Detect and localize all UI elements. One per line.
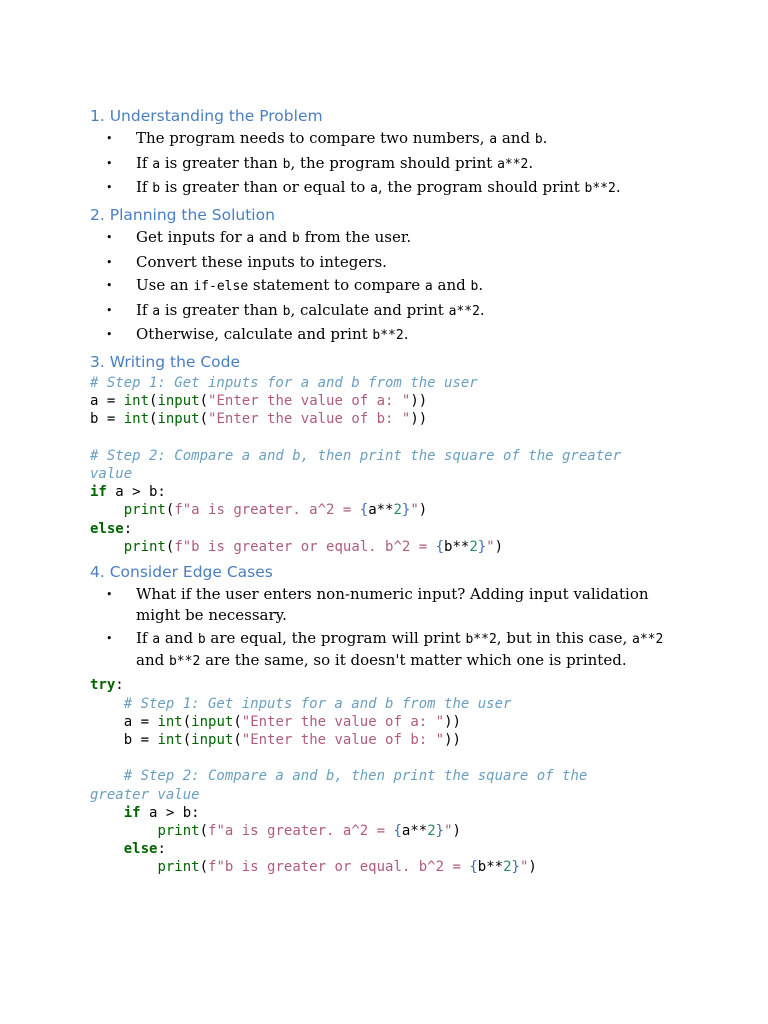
code-token: 2 xyxy=(469,538,478,555)
bullet-text: and xyxy=(160,629,198,648)
code-token: # Step 1: Get inputs for a and b from the user xyxy=(90,375,478,391)
inline-code: b**2 xyxy=(168,654,201,670)
bullet-list xyxy=(90,227,690,346)
code-token: input xyxy=(157,393,200,410)
code-token: ( xyxy=(199,859,209,876)
code-token: f"a is greater. a^2 = xyxy=(208,822,394,839)
code-token: a** xyxy=(368,502,394,519)
code-token: print xyxy=(157,859,200,876)
code-line xyxy=(90,695,690,713)
code-token: ( xyxy=(182,731,192,748)
code-token: # Step 2: Compare a and b, then print the square of the greater xyxy=(90,447,622,464)
code-token: print xyxy=(123,502,166,519)
code-token: " xyxy=(519,859,529,876)
inline-code: a xyxy=(152,156,161,172)
bullet-text: is greater than xyxy=(160,300,283,319)
code-token: int xyxy=(123,411,150,428)
code-line xyxy=(90,749,690,767)
bullet-text: and xyxy=(254,228,292,246)
code-token: try xyxy=(90,677,116,694)
bullet-text: are equal, the program will print xyxy=(205,629,466,648)
inline-code: a xyxy=(152,632,161,648)
code-token: "Enter the value of a: " xyxy=(241,713,445,730)
code-token: " xyxy=(444,822,453,839)
code-token: ) xyxy=(528,859,537,876)
bullet-item xyxy=(90,584,666,626)
bullet-text: statement to compare xyxy=(248,276,425,294)
code-token: )) xyxy=(410,393,428,410)
code-token: { xyxy=(435,538,445,555)
code-token: print xyxy=(157,822,200,839)
code-token: ( xyxy=(199,393,209,410)
code-token: } xyxy=(511,859,520,876)
code-token: f"b is greater or equal. b^2 = xyxy=(174,538,436,555)
code-line xyxy=(90,786,690,804)
code-token: ( xyxy=(233,713,242,730)
inline-code: b**2 xyxy=(584,181,616,196)
bullet-text: . xyxy=(478,276,484,294)
code-token: ( xyxy=(182,713,192,730)
code-token: ( xyxy=(165,502,175,519)
code-token: { xyxy=(359,502,369,519)
code-line xyxy=(90,713,690,731)
code-block xyxy=(90,374,690,556)
code-token xyxy=(90,539,124,555)
document-page xyxy=(90,104,690,880)
inline-code: a xyxy=(489,132,498,147)
code-token: greater value xyxy=(90,786,200,803)
bullet-text: , but in this case, xyxy=(496,629,633,648)
code-token: f"a is greater. a^2 = xyxy=(174,502,360,519)
bullet-item xyxy=(90,153,666,175)
code-token xyxy=(90,841,124,857)
code-token: input xyxy=(191,731,234,748)
code-token: a > b: xyxy=(140,804,200,821)
code-line xyxy=(90,731,690,749)
bullet-text: Convert these inputs to integers. xyxy=(136,252,387,271)
bullet-text: Get inputs for xyxy=(136,228,247,246)
code-line xyxy=(90,538,690,556)
bullet-list xyxy=(90,584,690,673)
code-token: ( xyxy=(199,822,209,839)
code-token: 2 xyxy=(503,859,512,876)
code-line xyxy=(90,840,690,858)
code-line xyxy=(90,447,690,465)
bullet-text: Otherwise, calculate and print xyxy=(136,325,373,343)
bullet-text: If xyxy=(136,629,153,648)
code-token: a = xyxy=(90,713,158,730)
code-line xyxy=(90,676,690,694)
inline-code: b**2 xyxy=(465,632,497,648)
code-token: input xyxy=(157,411,200,428)
bullet-text: If xyxy=(136,153,153,172)
code-token: a** xyxy=(401,822,428,839)
section-heading: 4. Consider Edge Cases xyxy=(90,562,273,581)
code-token: " xyxy=(410,502,419,519)
code-token: ( xyxy=(165,538,175,555)
bullet-text: The program needs to compare two numbers, xyxy=(136,129,490,147)
bullet-text: . xyxy=(528,153,534,172)
code-token: : xyxy=(123,520,133,537)
code-token xyxy=(90,502,124,518)
bullet-text: . xyxy=(479,300,485,319)
code-token: a = xyxy=(90,393,124,410)
code-token: int xyxy=(157,731,183,748)
bullet-text: and xyxy=(497,129,535,147)
code-line xyxy=(90,501,690,519)
code-token: ( xyxy=(199,411,209,428)
inline-code: a xyxy=(246,231,255,246)
bullet-text: from the user. xyxy=(299,228,412,246)
section-heading: 3. Writing the Code xyxy=(90,353,241,371)
inline-code: a xyxy=(152,303,161,319)
code-line xyxy=(90,858,690,876)
code-line xyxy=(90,374,690,392)
code-line xyxy=(90,822,690,840)
section-heading: 1. Understanding the Problem xyxy=(90,107,323,125)
code-token: )) xyxy=(410,411,428,428)
code-token: print xyxy=(123,538,166,555)
code-line xyxy=(90,410,690,428)
inline-code: b**2 xyxy=(372,328,404,343)
code-token: ) xyxy=(452,822,461,839)
code-token: if xyxy=(90,484,107,501)
bullet-text: . xyxy=(615,178,621,196)
bullet-text: and xyxy=(432,276,471,294)
bullet-text: is greater than xyxy=(160,153,283,172)
inline-code: if-else xyxy=(193,279,249,294)
bullet-item xyxy=(90,177,666,199)
bullet-text: . xyxy=(403,325,409,343)
code-token: } xyxy=(401,502,411,519)
inline-code: a xyxy=(424,279,433,294)
code-token: )) xyxy=(444,713,461,730)
code-line xyxy=(90,520,690,538)
inline-code: b xyxy=(282,156,291,172)
inline-code: b xyxy=(282,303,291,319)
code-token: ( xyxy=(233,731,242,748)
code-token: # Step 2: Compare a and b, then print the square of the xyxy=(123,768,588,785)
code-token: { xyxy=(469,859,478,876)
code-line xyxy=(90,429,690,447)
bullet-text: and xyxy=(136,651,169,670)
inline-code: b xyxy=(152,181,161,196)
section-heading: 2. Planning the Solution xyxy=(90,206,275,224)
code-token xyxy=(90,696,124,712)
code-line xyxy=(90,767,690,785)
bullet-item xyxy=(90,300,666,322)
code-token: )) xyxy=(444,731,461,748)
code-token: ) xyxy=(494,538,504,555)
code-token: b = xyxy=(90,411,124,428)
bullet-text: . xyxy=(542,129,548,147)
code-block xyxy=(90,676,690,876)
bullet-text: If xyxy=(136,300,153,319)
inline-code: b xyxy=(197,632,206,648)
code-line xyxy=(90,483,690,501)
code-token: # Step 1: Get inputs for a and b from the user xyxy=(123,695,512,712)
code-token: ( xyxy=(149,393,158,410)
bullet-text: is greater than or equal to xyxy=(160,178,371,196)
code-token: input xyxy=(191,713,234,730)
code-token: "Enter the value of b: " xyxy=(208,411,411,428)
code-token: int xyxy=(157,713,183,730)
code-token: : xyxy=(115,677,124,694)
bullet-text: are the same, so it doesn't matter which one is printed. xyxy=(200,651,627,670)
code-token: int xyxy=(123,393,150,410)
code-token: "Enter the value of a: " xyxy=(208,393,411,410)
bullet-item xyxy=(90,252,666,273)
code-token: f"b is greater or equal. b^2 = xyxy=(208,859,470,876)
code-token: else xyxy=(123,841,158,858)
code-line xyxy=(90,392,690,410)
code-token: 2 xyxy=(427,822,436,839)
bullet-text: If xyxy=(136,178,153,196)
code-token: : xyxy=(157,841,166,858)
code-token: value xyxy=(90,465,133,482)
code-token xyxy=(90,859,157,875)
inline-code: b xyxy=(291,231,300,246)
code-token: ) xyxy=(418,502,428,519)
bullet-item xyxy=(90,227,666,249)
inline-code: a**2 xyxy=(632,632,664,648)
code-token: 2 xyxy=(393,502,402,519)
code-token: { xyxy=(393,822,402,839)
code-token: if xyxy=(123,804,141,821)
code-token: a > b: xyxy=(106,484,166,501)
code-line xyxy=(90,804,690,822)
code-token: b** xyxy=(477,859,504,876)
inline-code: a**2 xyxy=(448,303,480,319)
inline-code: a**2 xyxy=(497,156,529,172)
bullet-text: Use an xyxy=(136,276,194,294)
bullet-text: , the program should print xyxy=(290,153,498,172)
code-token xyxy=(90,768,124,784)
bullet-item xyxy=(90,324,666,346)
code-token xyxy=(90,823,157,839)
inline-code: b xyxy=(470,279,479,294)
code-token: else xyxy=(90,520,124,537)
code-token: "Enter the value of b: " xyxy=(241,731,445,748)
inline-code: a xyxy=(370,181,378,196)
code-token xyxy=(90,805,124,821)
code-token: b = xyxy=(90,731,158,748)
bullet-item xyxy=(90,128,666,150)
code-line xyxy=(90,465,690,483)
bullet-text: , the program should print xyxy=(377,178,585,196)
bullet-list xyxy=(90,128,690,199)
code-token: b** xyxy=(444,538,470,555)
code-token: } xyxy=(435,822,445,839)
bullet-item xyxy=(90,628,666,672)
code-token: " xyxy=(486,538,495,555)
bullet-text: , calculate and print xyxy=(290,300,449,319)
bullet-text: What if the user enters non-numeric input? Adding input validation might be necessary. xyxy=(136,584,649,624)
bullet-item xyxy=(90,275,666,297)
code-token: } xyxy=(477,538,487,555)
inline-code: b xyxy=(534,132,543,147)
code-token: ( xyxy=(149,411,158,428)
